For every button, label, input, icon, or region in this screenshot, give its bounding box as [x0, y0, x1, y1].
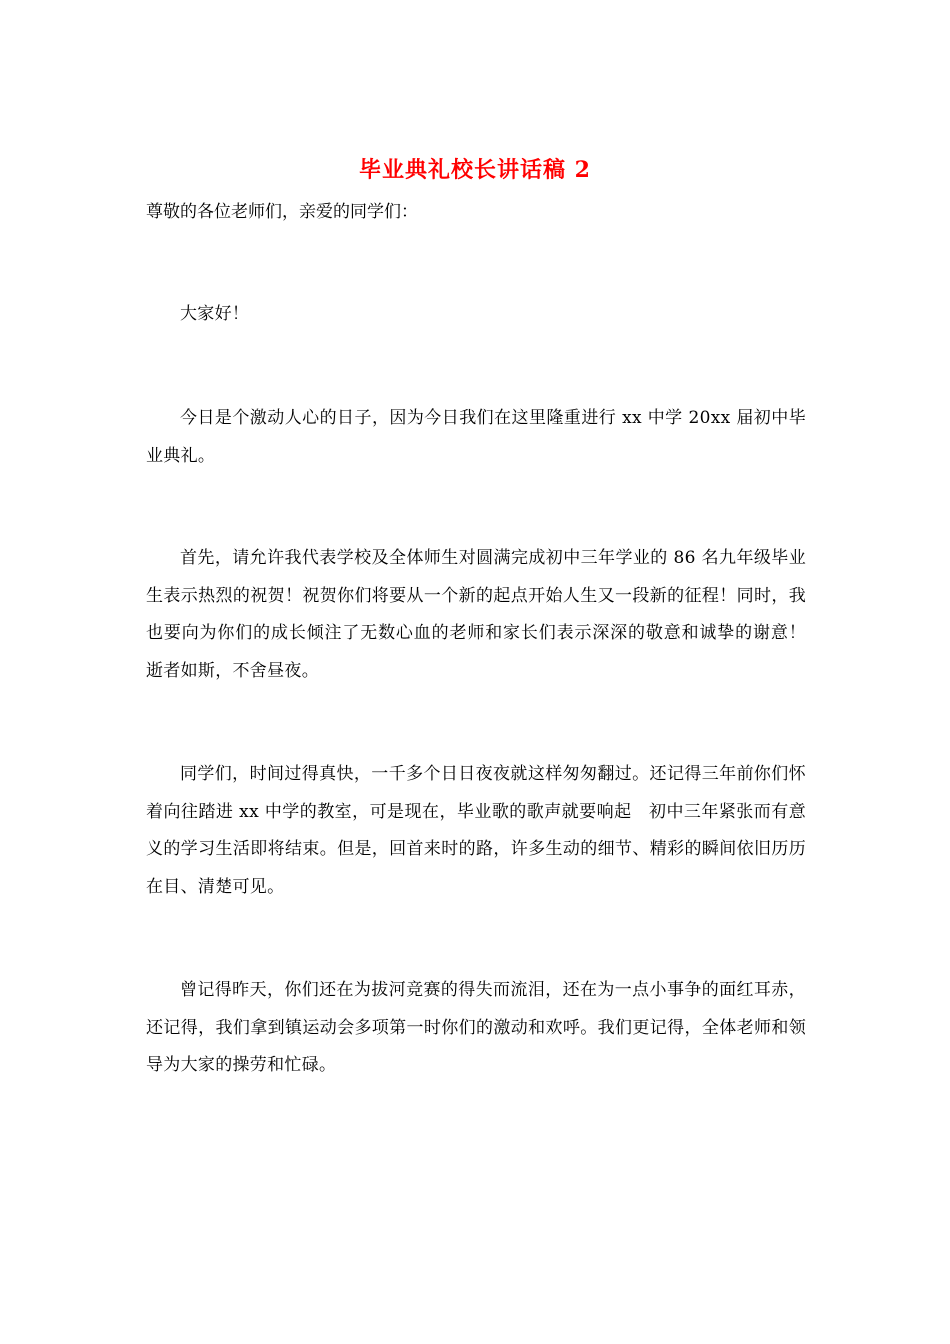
paragraph-congratulations: 首先，请允许我代表学校及全体师生对圆满完成初中三年学业的 86 名九年级毕业生表示热烈的祝贺！祝贺你们将要从一个新的起点开始人生又一段新的征程！同时，我也要向为你们的成长倾注了无数心血的老师和家长们表示深深的敬意和诚挚的谢意！ 逝者如斯，不舍昼夜。	[146, 548, 824, 681]
document-title: 毕业典礼校长讲话稿 2	[359, 157, 591, 183]
paragraph-occasion: 今日是个激动人心的日子，因为今日我们在这里隆重进行 xx 中学 20xx 届初中毕业典礼。	[146, 408, 806, 466]
paragraph-memories: 同学们，时间过得真快，一千多个日日夜夜就这样匆匆翻过。还记得三年前你们怀着向往踏进 xx 中学的教室，可是现在，毕业歌的歌声就要响起 初中三年紧张而有意义的学习生活即将结束。但是，回首来时的路，许多生动的细节、精彩的瞬间依旧历历在目、清楚可见。	[146, 764, 806, 897]
paragraph-yesterday: 曾记得昨天，你们还在为拔河竞赛的得失而流泪，还在为一点小事争的面红耳赤，还记得，我们拿到镇运动会多项第一时你们的激动和欢呼。我们更记得，全体老师和领导为大家的操劳和忙碌。	[146, 980, 806, 1075]
salutation: 尊敬的各位老师们，亲爱的同学们：	[146, 202, 418, 222]
paragraph-greeting: 大家好！	[180, 304, 250, 324]
